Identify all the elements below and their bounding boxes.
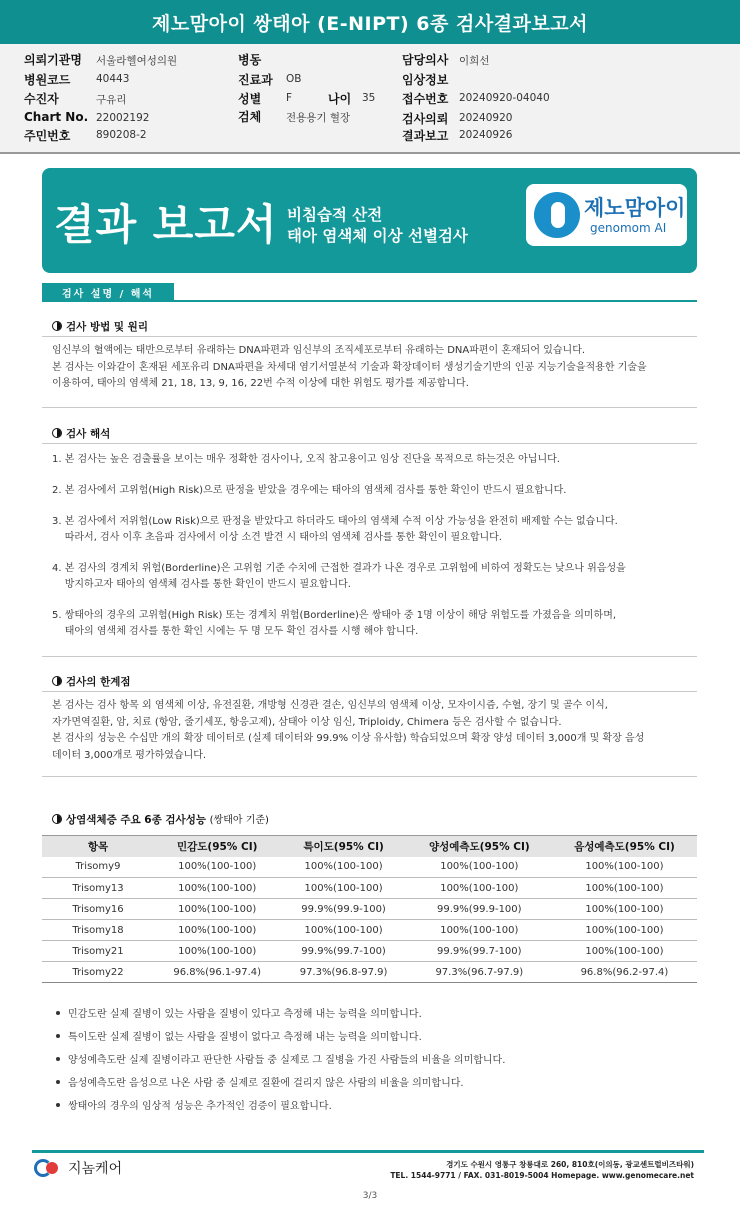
institution-label: 의뢰기관명 bbox=[24, 53, 82, 67]
logo-text-ko: 제노맘아이 bbox=[584, 196, 686, 220]
bullet-icon bbox=[56, 1103, 60, 1107]
section-divider bbox=[42, 300, 697, 302]
limitations-heading: 검사의 한계점 bbox=[52, 674, 131, 689]
table-cell: 100%(100-100) bbox=[552, 899, 697, 920]
bullet-icon bbox=[56, 1080, 60, 1084]
chart-no-label: Chart No. bbox=[24, 110, 89, 124]
table-cell: 100%(100-100) bbox=[280, 857, 406, 878]
table-row bbox=[42, 899, 697, 920]
resident-no-label: 주민번호 bbox=[24, 129, 71, 143]
age-value: 35 bbox=[362, 92, 376, 104]
table-cell: 100%(100-100) bbox=[552, 878, 697, 899]
table-cell: Trisomy22 bbox=[42, 962, 154, 983]
col-header-item: 항목 bbox=[42, 836, 154, 857]
half-circle-icon bbox=[52, 321, 62, 331]
test-request-value: 20240920 bbox=[459, 112, 513, 124]
note-item: 민감도란 실제 질병이 있는 사람을 질병이 있다고 측정해 내는 능력을 의미합니다. bbox=[56, 1005, 422, 1020]
company-name: 지놈케어 bbox=[68, 1161, 123, 1177]
genomom-logo bbox=[526, 184, 687, 246]
genomom-logo-icon bbox=[534, 192, 580, 238]
result-report-value: 20240926 bbox=[459, 129, 513, 141]
specimen-value: 전용용기 혈장 bbox=[286, 112, 351, 124]
banner-title: 결과 보고서 bbox=[54, 200, 278, 249]
section-divider bbox=[42, 776, 697, 777]
age-label: 나이 bbox=[328, 92, 352, 106]
col-header-sensitivity: 민감도(95% CI) bbox=[154, 836, 280, 857]
table-cell: 97.3%(96.7-97.9) bbox=[407, 962, 552, 983]
table-row bbox=[42, 962, 697, 983]
table-cell: 100%(100-100) bbox=[407, 857, 552, 878]
half-circle-icon bbox=[52, 428, 62, 438]
recipient-value: 구유리 bbox=[96, 94, 127, 106]
table-row bbox=[42, 857, 697, 878]
col-header-npv: 음성예측도(95% CI) bbox=[552, 836, 697, 857]
section-tab: 검사 설명 / 해석 bbox=[42, 283, 174, 301]
table-cell: 100%(100-100) bbox=[154, 920, 280, 941]
table-cell: 100%(100-100) bbox=[407, 920, 552, 941]
interpretation-item-3: 3. 본 검사에서 저위험(Low Risk)으로 판정을 받았다고 하더라도 태아의 염색체 수적 이상 가능성을 완전히 배제할 수는 없습니다. 따라서, 검사 이후 초음파 검사에서 이상 소견 발견 시 태아의 염색체 검사를 통한 확인이 필요합니다. bbox=[52, 516, 618, 543]
table-cell: 100%(100-100) bbox=[154, 878, 280, 899]
banner-subtitle-line2: 태아 염색체 이상 선별검사 bbox=[287, 227, 468, 245]
table-cell: 100%(100-100) bbox=[407, 878, 552, 899]
footer-contact: TEL. 1544-9771 / FAX. 031-8019-5004 Homepage. www.genomecare.net bbox=[390, 1171, 694, 1180]
chart-no-value: 22002192 bbox=[96, 112, 150, 124]
table-cell: 99.9%(99.7-100) bbox=[407, 941, 552, 962]
report-title: 제노맘아이 쌍태아 (E-NIPT) 6종 검사결과보고서 bbox=[0, 0, 740, 44]
table-cell: 96.8%(96.2-97.4) bbox=[552, 962, 697, 983]
half-circle-icon bbox=[52, 676, 62, 686]
table-cell: Trisomy16 bbox=[42, 899, 154, 920]
col-header-ppv: 양성예측도(95% CI) bbox=[407, 836, 552, 857]
performance-heading: 상염색체증 주요 6종 검사성능 (쌍태아 기준) bbox=[52, 811, 269, 827]
logo-text-en: genomom AI bbox=[590, 221, 667, 235]
note-item: 음성예측도란 음성으로 나온 사람 중 실제로 질환에 걸리지 않은 사람의 비율을 의미합니다. bbox=[56, 1074, 464, 1089]
ward-label: 병동 bbox=[238, 53, 262, 67]
banner-subtitle-line1: 비침습적 산전 bbox=[287, 206, 383, 224]
footer-company-logo bbox=[34, 1158, 122, 1178]
patient-info-panel bbox=[0, 44, 740, 154]
table-row bbox=[42, 920, 697, 941]
table-cell: 100%(100-100) bbox=[280, 878, 406, 899]
section-divider bbox=[42, 656, 697, 657]
hospital-code-label: 병원코드 bbox=[24, 73, 71, 87]
result-report-label: 결과보고 bbox=[402, 129, 449, 143]
limitations-divider bbox=[42, 691, 697, 692]
receipt-no-value: 20240920-04040 bbox=[459, 92, 550, 104]
table-header-row bbox=[42, 836, 697, 857]
table-cell: 99.9%(99.7-100) bbox=[280, 941, 406, 962]
table-cell: 100%(100-100) bbox=[154, 899, 280, 920]
table-cell: 100%(100-100) bbox=[154, 941, 280, 962]
table-cell: Trisomy21 bbox=[42, 941, 154, 962]
interpretation-item-2: 2. 본 검사에서 고위험(High Risk)으로 판정을 받았을 경우에는 태아의 염색체 검사를 통한 확인이 반드시 필요합니다. bbox=[52, 485, 567, 496]
institution-value: 서울라헬여성의원 bbox=[96, 55, 178, 67]
table-cell: Trisomy9 bbox=[42, 857, 154, 878]
test-request-label: 검사의뢰 bbox=[402, 112, 449, 126]
interpretation-item-1: 1. 본 검사는 높은 검출률을 보이는 매우 정확한 검사이나, 오직 참고용이고 임상 진단을 목적으로 하는것은 아닙니다. bbox=[52, 454, 560, 465]
method-paragraph: 임신부의 혈액에는 태반으로부터 유래하는 DNA파편과 임신부의 조직세포로부터 유래하는 DNA파편이 혼재되어 있습니다. 본 검사는 이와같이 혼재된 세포유리 DNA파편을 차세대 염기서열분석 기술과 확장데이터 생성기술기반의 인공 지능기술을적용한 기술을 이용하여, 태아의 염색체 21, 18, 13, 9, 16, 22번 수적 이상에 대한 위험도 평가를 제공합니다. bbox=[52, 345, 647, 389]
department-value: OB bbox=[286, 73, 302, 85]
table-cell: 99.9%(99.9-100) bbox=[407, 899, 552, 920]
table-cell: 96.8%(96.1-97.4) bbox=[154, 962, 280, 983]
table-cell: 97.3%(96.8-97.9) bbox=[280, 962, 406, 983]
table-cell: 100%(100-100) bbox=[552, 920, 697, 941]
method-divider bbox=[42, 336, 697, 337]
footer-address: 경기도 수원시 영통구 창룡대로 260, 810호(이의동, 광교센트럴비즈타워) bbox=[446, 1160, 694, 1169]
interpretation-item-5: 5. 쌍태아의 경우의 고위험(High Risk) 또는 경계치 위험(Borderline)은 쌍태아 중 1명 이상이 해당 위험도를 가졌음을 의미하며, 태아의 염색체 검사를 통한 확인 시에는 두 명 모두 확인 검사를 시행 해야 합니다. bbox=[52, 610, 617, 637]
table-cell: 100%(100-100) bbox=[154, 857, 280, 878]
specimen-label: 검체 bbox=[238, 110, 262, 124]
method-heading: 검사 방법 및 원리 bbox=[52, 319, 148, 334]
table-cell: Trisomy18 bbox=[42, 920, 154, 941]
bullet-icon bbox=[56, 1057, 60, 1061]
note-item: 쌍태아의 경우의 임상적 성능은 추가적인 검증이 필요합니다. bbox=[56, 1097, 332, 1112]
resident-no-value: 890208-2 bbox=[96, 129, 147, 141]
doctor-value: 이희선 bbox=[459, 55, 490, 67]
sex-label: 성별 bbox=[238, 92, 262, 106]
col-header-specificity: 특이도(95% CI) bbox=[280, 836, 406, 857]
table-cell: 100%(100-100) bbox=[552, 857, 697, 878]
half-circle-icon bbox=[52, 814, 62, 824]
bullet-icon bbox=[56, 1034, 60, 1038]
table-cell: 100%(100-100) bbox=[280, 920, 406, 941]
footer-divider bbox=[32, 1150, 704, 1153]
genomecare-logo-icon bbox=[34, 1158, 64, 1178]
limitations-paragraph: 본 검사는 검사 항목 외 염색체 이상, 유전질환, 개방형 신경관 결손, 임신부의 염색체 이상, 모자이시즘, 수혈, 장기 및 골수 이식, 자가면역질환, 암, 치료 (항암, 줄기세포, 항응고제), 삼태아 이상 임신, Triploidy, Chimera 등은 검사할 수 없습니다. 본 검사의 성능은 수십만 개의 확장 데이터로 (실제 데이터와 99.9% 이상 유사함) 학습되었으며 확장 양성 데이터 3,000개 및 확장 음성 데이터 3,000개로 평가하였습니다. bbox=[52, 700, 645, 761]
interpretation-heading: 검사 해석 bbox=[52, 426, 110, 441]
table-cell: 100%(100-100) bbox=[552, 941, 697, 962]
interpretation-divider bbox=[42, 443, 697, 444]
doctor-label: 담당의사 bbox=[402, 53, 449, 67]
result-report-banner bbox=[42, 168, 697, 273]
receipt-no-label: 접수번호 bbox=[402, 92, 449, 106]
table-row bbox=[42, 878, 697, 899]
clinical-info-label: 임상정보 bbox=[402, 73, 449, 87]
sex-value: F bbox=[286, 92, 293, 104]
table-row bbox=[42, 941, 697, 962]
note-item: 양성예측도란 실제 질병이라고 판단한 사람들 중 실제로 그 질병을 가진 사람들의 비율을 의미합니다. bbox=[56, 1051, 505, 1066]
department-label: 진료과 bbox=[238, 73, 273, 87]
recipient-label: 수진자 bbox=[24, 92, 59, 106]
table-cell: 99.9%(99.9-100) bbox=[280, 899, 406, 920]
interpretation-item-4: 4. 본 검사의 경계치 위험(Borderline)은 고위험 기준 수치에 근접한 결과가 나온 경우로 고위험에 비하여 정확도는 낮으나 위음성을 방지하고자 태아의 염색체 검사를 통한 확인이 반드시 필요합니다. bbox=[52, 563, 626, 590]
section-divider bbox=[42, 407, 697, 408]
hospital-code-value: 40443 bbox=[96, 73, 130, 85]
table-cell: Trisomy13 bbox=[42, 878, 154, 899]
bullet-icon bbox=[56, 1011, 60, 1015]
performance-table bbox=[42, 835, 697, 983]
page-number: 3/3 bbox=[362, 1191, 378, 1201]
note-item: 특이도란 실제 질병이 없는 사람을 질병이 없다고 측정해 내는 능력을 의미합니다. bbox=[56, 1028, 422, 1043]
